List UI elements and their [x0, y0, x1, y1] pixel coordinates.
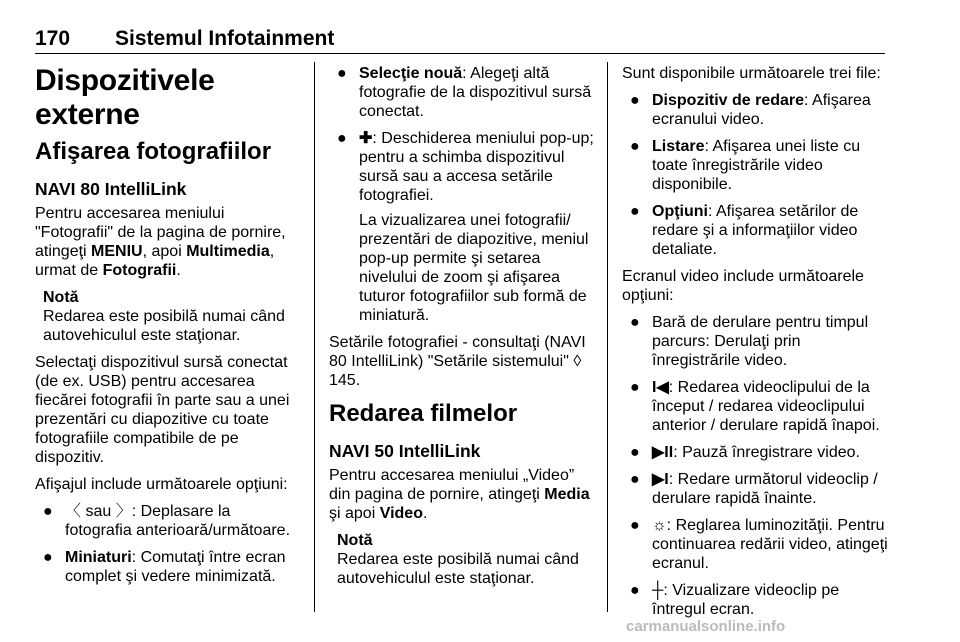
- list-item-subtext: La vizualizarea unei fotografii/ prezentări de diapozitive, meniul pop-up permite şi setarea nivelului de zoom şi afişarea tuturor fotografiilor sub formă de miniatură.: [359, 212, 589, 324]
- list-item: ● Opţiuni: Afişarea setărilor de redare şi a informaţiilor video detaliate.: [630, 203, 859, 258]
- column-divider: [314, 62, 315, 612]
- list-item: ● Bară de derulare pentru timpul parcurs: Derulaţi prin înregistrările video.: [630, 314, 869, 369]
- page-header: [35, 27, 885, 54]
- note-text: Redarea este posibilă numai când autovehiculul este staţionar.: [43, 308, 285, 344]
- watermark: carmanualsonline.info: [626, 618, 786, 635]
- chapter-heading: Dispozitivele externe: [35, 64, 215, 131]
- brightness-icon: ☼: [652, 517, 667, 534]
- note-title: Notă: [337, 532, 373, 549]
- section-title: Sistemul Infotainment: [115, 27, 335, 50]
- plus-icon: ✚: [359, 130, 373, 147]
- list-item: ● 〈 sau 〉: Deplasare la fotografia anterioară/următoare.: [43, 503, 291, 539]
- play-pause-icon: ▶II: [652, 444, 674, 461]
- note: [337, 531, 595, 588]
- list-item: ● Listare: Afişarea unei liste cu toate înregistrările video disponibile.: [630, 138, 861, 193]
- note-title: Notă: [43, 289, 79, 306]
- list-item: ● ▶I: Redare următorul videoclip / derulare rapidă înainte.: [630, 471, 878, 507]
- video-term: Video: [379, 505, 423, 522]
- section-heading: Afişarea fotografiilor: [35, 138, 272, 165]
- options-list: [329, 64, 595, 325]
- fullscreen-icon: ┼: [652, 582, 664, 599]
- paragraph: Pentru accesarea meniului "Fotografii" de la pagina de pornire, atingeţi MENIU, apoi Multimedia, urmat de Fotografii.: [35, 205, 286, 279]
- menu-term: MENIU: [91, 243, 143, 260]
- list-item: ● Dispozitiv de redare: Afişarea ecranului video.: [630, 92, 871, 128]
- paragraph: Ecranul video include următoarele opţiuni:: [622, 268, 864, 304]
- column-divider: [607, 62, 608, 612]
- options-list: [622, 313, 892, 619]
- photos-term: Fotografii: [102, 262, 177, 279]
- paragraph: Afişajul include următoarele opţiuni:: [35, 476, 288, 493]
- subsection-heading: NAVI 50 IntelliLink: [329, 441, 481, 461]
- list-item: ● ▶II: Pauză înregistrare video.: [630, 444, 860, 461]
- list-item: ● I◀: Redarea videoclipului de la început / redarea videoclipului anterior / derulare rapidă înapoi.: [630, 379, 880, 434]
- paragraph: Sunt disponibile următoarele trei file:: [622, 65, 881, 82]
- column-middle: [329, 64, 595, 596]
- paragraph: Pentru accesarea meniului „Video” din pagina de pornire, atingeţi Media şi apoi Video.: [329, 467, 590, 522]
- subsection-heading: NAVI 80 IntelliLink: [35, 179, 187, 199]
- section-heading: Redarea filmelor: [329, 400, 518, 427]
- note: [43, 288, 297, 345]
- list-item: ● ☼: Reglarea luminozităţii. Pentru continuarea redării video, atingeţi ecranul.: [630, 517, 888, 572]
- skip-forward-icon: ▶I: [652, 471, 669, 488]
- list-item: ● Miniaturi: Comutaţi între ecran complet şi vedere minimizată.: [43, 549, 286, 585]
- list-item: ● ┼: Vizualizare videoclip pe întregul ecran.: [630, 582, 840, 618]
- chevron-left-right-icon: 〈 sau 〉: [65, 503, 132, 520]
- media-term: Media: [544, 486, 590, 503]
- page-number: 170: [35, 27, 71, 50]
- list-item: ● Selecţie nouă: Alegeţi altă fotografie de la dispozitivul sursă conectat.: [337, 65, 592, 120]
- tabs-list: [622, 91, 892, 259]
- options-list: [35, 502, 297, 586]
- multimedia-term: Multimedia: [186, 243, 270, 260]
- paragraph: Selectaţi dispozitivul sursă conectat (de ex. USB) pentru accesarea fiecărei fotografii în parte sau a unei prezentări cu diapozitive cu toate fotografiile compatibile de pe dispozitiv.: [35, 354, 290, 466]
- note-text: Redarea este posibilă numai când autovehiculul este staţionar.: [337, 551, 579, 587]
- paragraph: Setările fotografiei - consultaţi (NAVI 80 IntelliLink) "Setările sistemului" ◊ 145.: [329, 334, 586, 389]
- list-item: ● ✚: Deschiderea meniului pop-up; pentru a schimba dispozitivul sursă sau a accesa setările fotografiei. La vizualizarea unei fotografii/ prezentări de diapozitive, meniul pop-up permite şi setarea nivelului de zoom şi afişarea tuturor fotografiilor sub formă de miniatură.: [337, 130, 594, 324]
- skip-back-icon: I◀: [652, 379, 669, 396]
- column-right: [622, 64, 892, 627]
- column-left: [35, 64, 297, 594]
